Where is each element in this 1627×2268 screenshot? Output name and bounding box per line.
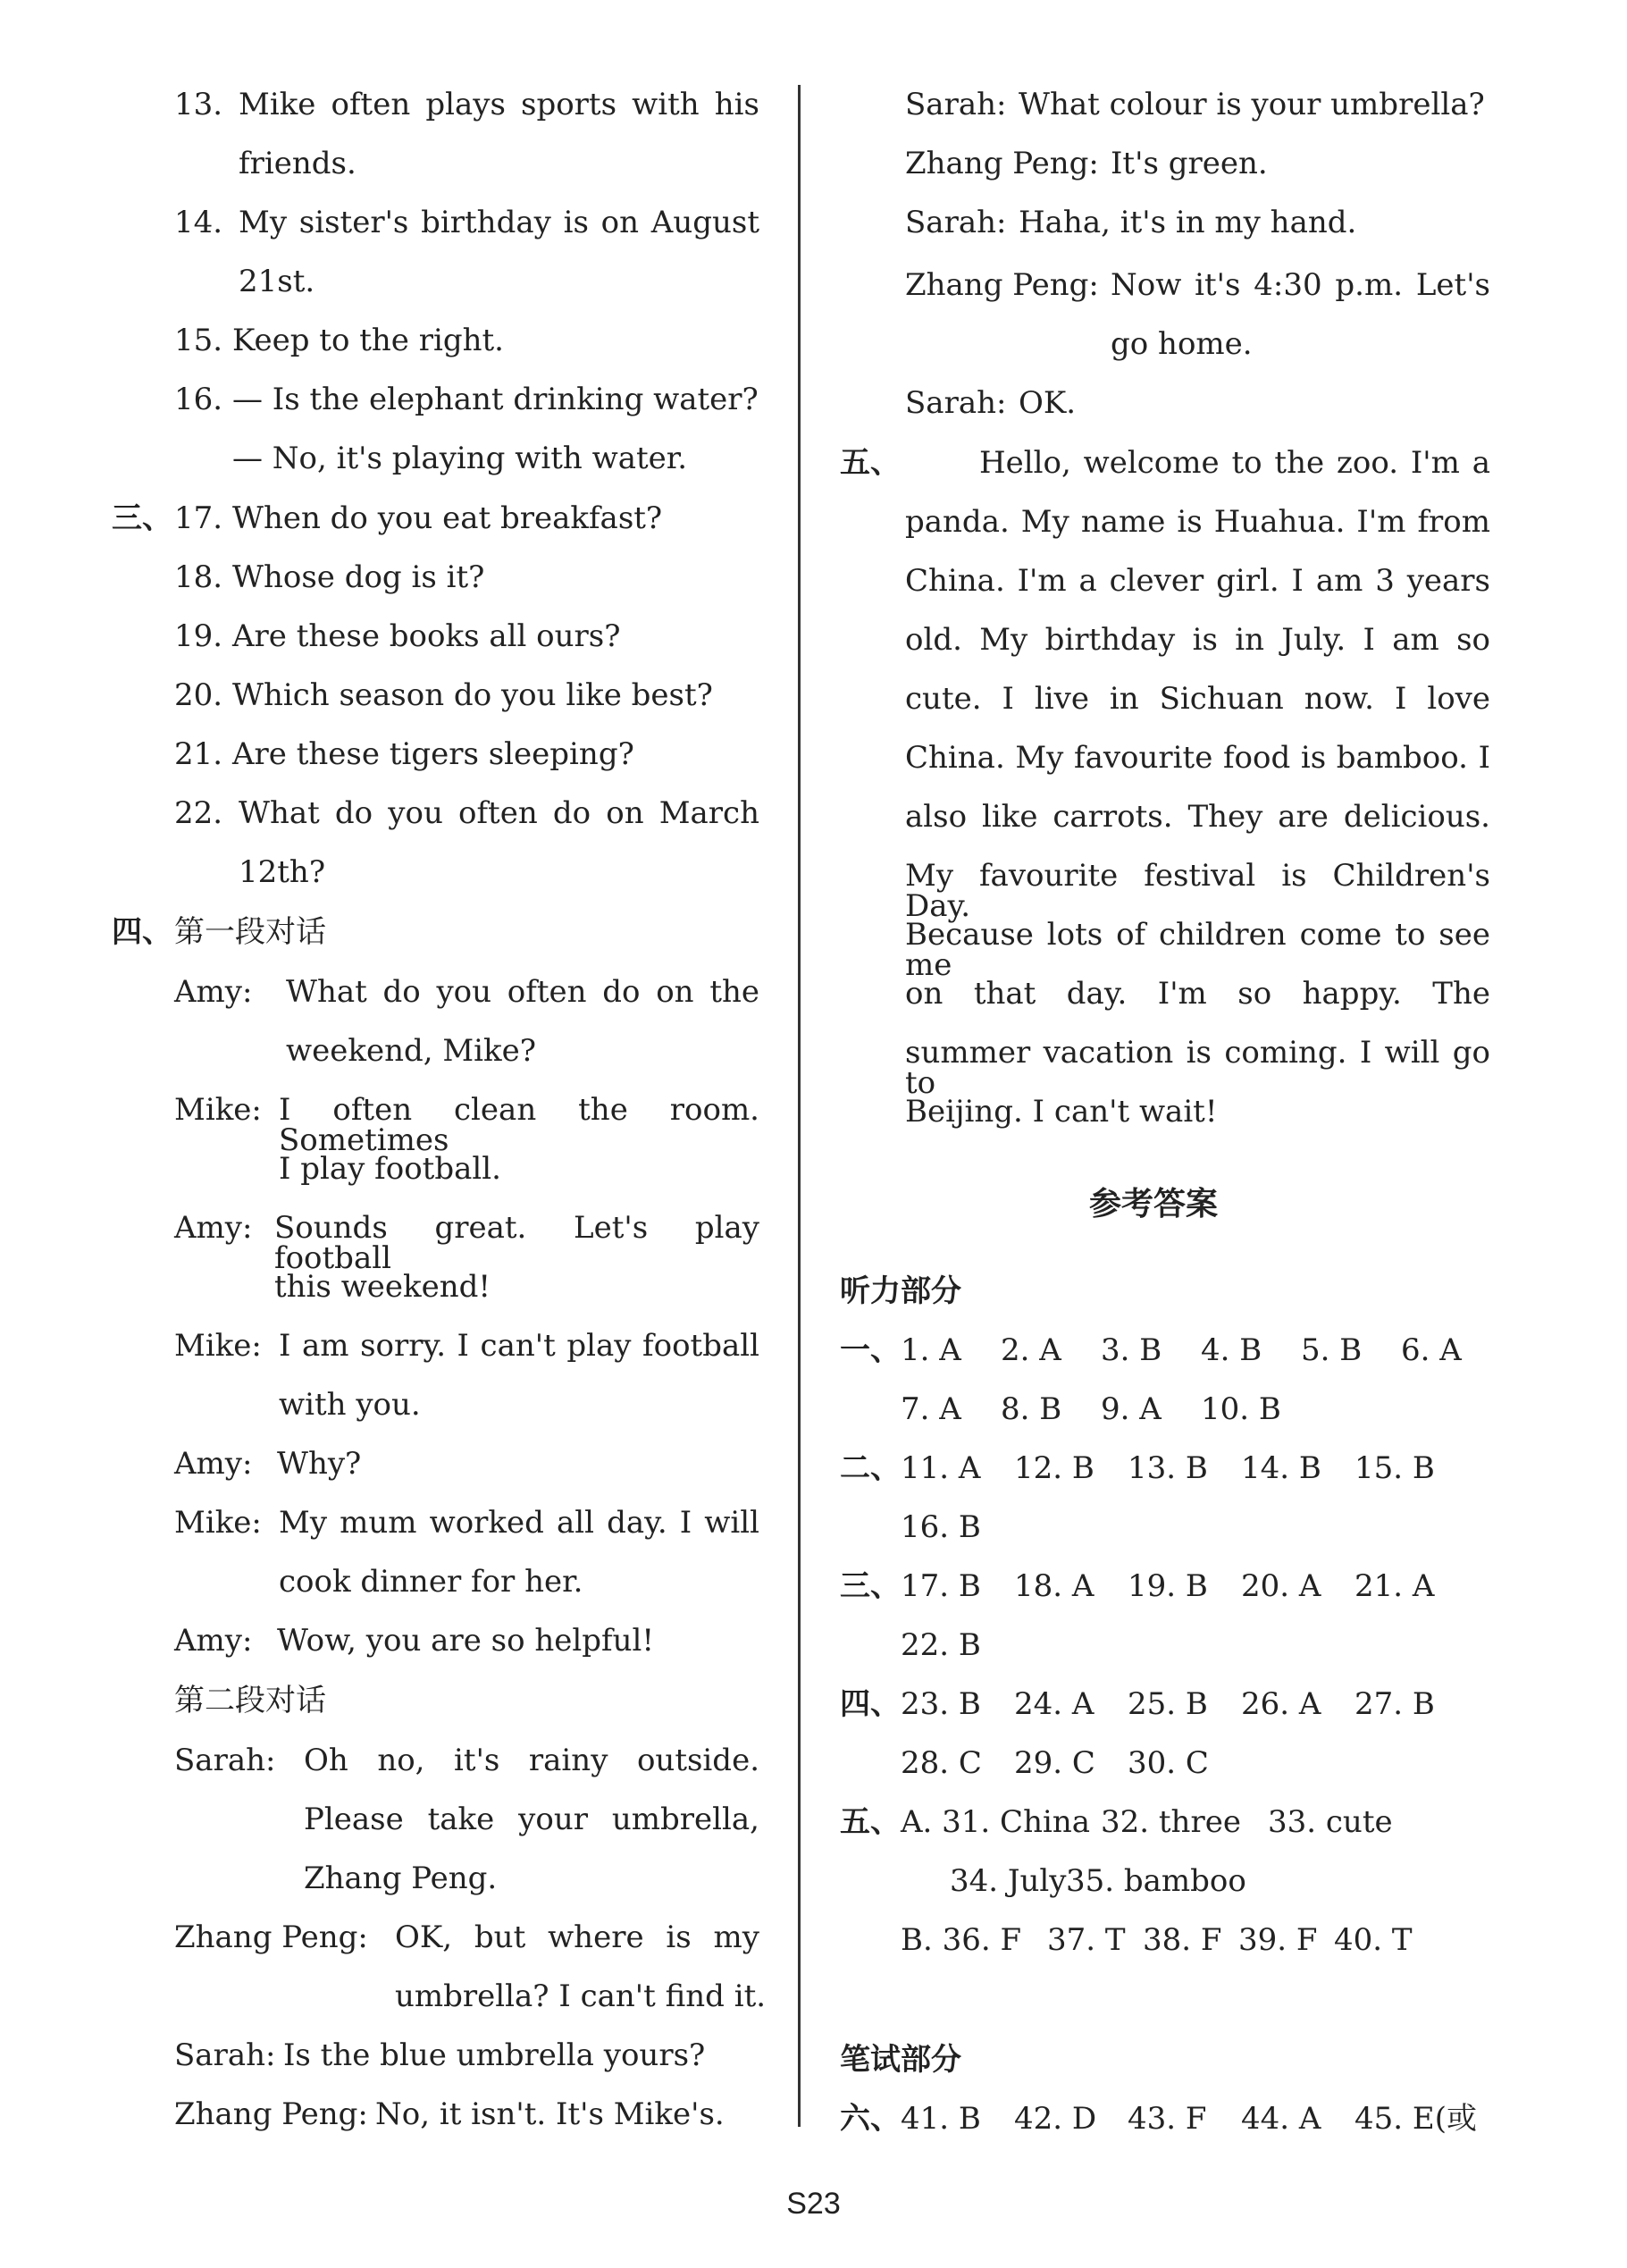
page-number: S23: [786, 2187, 841, 2221]
item-number: 22.: [174, 795, 223, 831]
dialog-line: Zhang Peng.: [304, 1861, 498, 1896]
sentence-line: 21st.: [239, 264, 315, 299]
passage-line: panda. My name is Huahua. I'm from: [905, 504, 1490, 540]
passage-line: Because lots of children come to see me: [905, 917, 1490, 983]
speaker-label: Amy:: [174, 1210, 253, 1246]
dialog-line: What colour is your umbrella?: [1019, 87, 1485, 122]
answer-item: 35. bamboo: [1066, 1863, 1246, 1899]
dialog-line: Sounds great. Let's play football: [274, 1210, 759, 1276]
item-number: 18.: [174, 559, 223, 595]
dialog-title: 第二段对话: [174, 1683, 326, 1718]
item-number: 13.: [174, 87, 223, 122]
speaker-label: Sarah:: [905, 385, 1007, 421]
speaker-label: Mike:: [174, 1328, 262, 1364]
answer-item: 10. B: [1201, 1391, 1281, 1427]
answer-item: 20. A: [1241, 1568, 1321, 1604]
passage-line: also like carrots. They are delicious.: [905, 799, 1490, 835]
sentence-line: — Is the elephant drinking water?: [232, 382, 759, 417]
sentence-line: friends.: [239, 146, 356, 181]
dialog-line: Haha, it's in my hand.: [1019, 205, 1357, 240]
dialog-line: It's green.: [1111, 146, 1268, 181]
dialog-title: 第一段对话: [174, 914, 326, 950]
speaker-label: Amy:: [174, 974, 253, 1010]
dialog-line: Is the blue umbrella yours?: [283, 2037, 706, 2073]
sentence-line: Whose dog is it?: [232, 559, 485, 595]
sentence-line: What do you often do on March: [239, 795, 759, 831]
speaker-label: Zhang Peng:: [905, 267, 1099, 303]
answers-heading: 参考答案: [1089, 1186, 1219, 1222]
answer-item: 6. A: [1401, 1332, 1462, 1368]
section-label: 三、: [840, 1568, 901, 1604]
answer-item: 8. B: [1001, 1391, 1062, 1427]
answer-item: 18. A: [1014, 1568, 1094, 1604]
speaker-label: Amy:: [174, 1446, 253, 1482]
passage-line: Hello, welcome to the zoo. I'm a: [979, 445, 1490, 481]
written-heading: 笔试部分: [840, 2042, 961, 2078]
dialog-line: umbrella? I can't find it.: [395, 1978, 767, 2014]
answer-item: 29. C: [1014, 1745, 1095, 1781]
answer-item: 16. B: [901, 1509, 981, 1545]
dialog-line: with you.: [279, 1387, 421, 1423]
sentence-line: — No, it's playing with water.: [232, 441, 688, 476]
speaker-label: Sarah:: [174, 2037, 276, 2073]
answer-item: 44. A: [1241, 2101, 1321, 2137]
section-label: 五、: [840, 445, 901, 481]
dialog-line: weekend, Mike?: [286, 1033, 536, 1069]
answer-item: 24. A: [1014, 1686, 1094, 1722]
passage-line: Beijing. I can't wait!: [905, 1094, 1218, 1130]
answer-item: 32. three: [1101, 1804, 1241, 1840]
sentence-line: When do you eat breakfast?: [232, 500, 663, 536]
item-number: 16.: [174, 382, 223, 417]
answer-item: 19. B: [1128, 1568, 1208, 1604]
passage-line: summer vacation is coming. I will go to: [905, 1035, 1490, 1101]
sentence-line: Keep to the right.: [232, 323, 504, 358]
speaker-label: Zhang Peng:: [174, 1919, 368, 1955]
sentence-line: Which season do you like best?: [232, 677, 713, 713]
answer-item: 42. D: [1014, 2101, 1097, 2137]
section-label: 三、: [112, 500, 172, 536]
answer-item: 17. B: [901, 1568, 981, 1604]
dialog-line: go home.: [1111, 326, 1253, 362]
section-label: 五、: [840, 1804, 901, 1840]
dialog-line: I often clean the room. Sometimes: [279, 1092, 759, 1158]
dialog-line: Oh no, it's rainy outside.: [304, 1743, 759, 1778]
answer-item: 15. B: [1354, 1450, 1435, 1486]
passage-line: cute. I live in Sichuan now. I love: [905, 681, 1490, 717]
passage-line: China. I'm a clever girl. I am 3 years: [905, 563, 1490, 599]
dialog-line: this weekend!: [274, 1269, 491, 1305]
answer-item: 21. A: [1354, 1568, 1435, 1604]
answer-item: 3. B: [1101, 1332, 1162, 1368]
answer-item: 43. F: [1128, 2101, 1207, 2137]
sentence-line: My sister's birthday is on August: [239, 205, 759, 240]
dialog-line: OK.: [1019, 385, 1077, 421]
speaker-label: Sarah:: [174, 1743, 276, 1778]
dialog-line: My mum worked all day. I will: [279, 1505, 759, 1541]
dialog-line: cook dinner for her.: [279, 1564, 583, 1600]
section-label: 四、: [112, 914, 172, 950]
answer-item: 13. B: [1128, 1450, 1208, 1486]
section-label: 二、: [840, 1450, 901, 1486]
passage-line: My favourite festival is Children's Day.: [905, 858, 1490, 924]
answer-item: 39. F: [1238, 1922, 1318, 1958]
answer-item: 11. A: [901, 1450, 981, 1486]
answer-item: 45. E(或: [1354, 2101, 1477, 2137]
section-label: 四、: [840, 1686, 901, 1722]
passage-line: old. My birthday is in July. I am so: [905, 622, 1490, 658]
speaker-label: Amy:: [174, 1623, 253, 1659]
answer-item: 33. cute: [1268, 1804, 1393, 1840]
column-divider: [798, 85, 801, 2127]
item-number: 20.: [174, 677, 223, 713]
section-label: 六、: [840, 2101, 901, 2137]
item-number: 21.: [174, 736, 223, 772]
answer-item: 26. A: [1241, 1686, 1321, 1722]
sentence-line: Mike often plays sports with his: [239, 87, 759, 122]
answer-item: 40. T: [1334, 1922, 1413, 1958]
dialog-line: Please take your umbrella,: [304, 1802, 759, 1837]
answer-item: 5. B: [1301, 1332, 1363, 1368]
listening-heading: 听力部分: [840, 1273, 961, 1309]
item-number: 15.: [174, 323, 223, 358]
dialog-line: What do you often do on the: [286, 974, 759, 1010]
answer-item: 41. B: [901, 2101, 981, 2137]
speaker-label: Mike:: [174, 1505, 262, 1541]
speaker-label: Zhang Peng:: [174, 2096, 368, 2132]
speaker-label: Sarah:: [905, 205, 1007, 240]
answer-item: 7. A: [901, 1391, 961, 1427]
answer-item: 30. C: [1128, 1745, 1209, 1781]
answer-item: 9. A: [1101, 1391, 1162, 1427]
answer-item: 25. B: [1128, 1686, 1208, 1722]
answer-item: 27. B: [1354, 1686, 1435, 1722]
answer-item: 37. T: [1047, 1922, 1126, 1958]
answer-item: A. 31. China: [901, 1804, 1091, 1840]
dialog-line: No, it isn't. It's Mike's.: [375, 2096, 725, 2132]
sentence-line: Are these tigers sleeping?: [232, 736, 634, 772]
passage-line: China. My favourite food is bamboo. I: [905, 740, 1490, 776]
sentence-line: Are these books all ours?: [232, 618, 621, 654]
dialog-line: OK, but where is my: [395, 1919, 759, 1955]
answer-item: 34. July: [950, 1863, 1067, 1899]
passage-line: on that day. I'm so happy. The: [905, 976, 1490, 1012]
answer-item: 2. A: [1001, 1332, 1061, 1368]
speaker-label: Mike:: [174, 1092, 262, 1128]
item-number: 14.: [174, 205, 223, 240]
answer-item: 1. A: [901, 1332, 961, 1368]
speaker-label: Sarah:: [905, 87, 1007, 122]
answer-item: B. 36. F: [901, 1922, 1022, 1958]
answer-item: 22. B: [901, 1627, 981, 1663]
sentence-line: 12th?: [239, 854, 326, 890]
speaker-label: Zhang Peng:: [905, 146, 1099, 181]
item-number: 19.: [174, 618, 223, 654]
item-number: 17.: [174, 500, 223, 536]
answer-item: 14. B: [1241, 1450, 1321, 1486]
dialog-line: Why?: [277, 1446, 362, 1482]
answer-item: 23. B: [901, 1686, 981, 1722]
dialog-line: Now it's 4:30 p.m. Let's: [1111, 267, 1490, 303]
dialog-line: I play football.: [279, 1151, 501, 1187]
dialog-line: I am sorry. I can't play football: [279, 1328, 759, 1364]
section-label: 一、: [840, 1332, 901, 1368]
answer-item: 28. C: [901, 1745, 982, 1781]
answer-item: 4. B: [1201, 1332, 1262, 1368]
dialog-line: Wow, you are so helpful!: [277, 1623, 655, 1659]
answer-item: 38. F: [1143, 1922, 1222, 1958]
answer-item: 12. B: [1014, 1450, 1094, 1486]
